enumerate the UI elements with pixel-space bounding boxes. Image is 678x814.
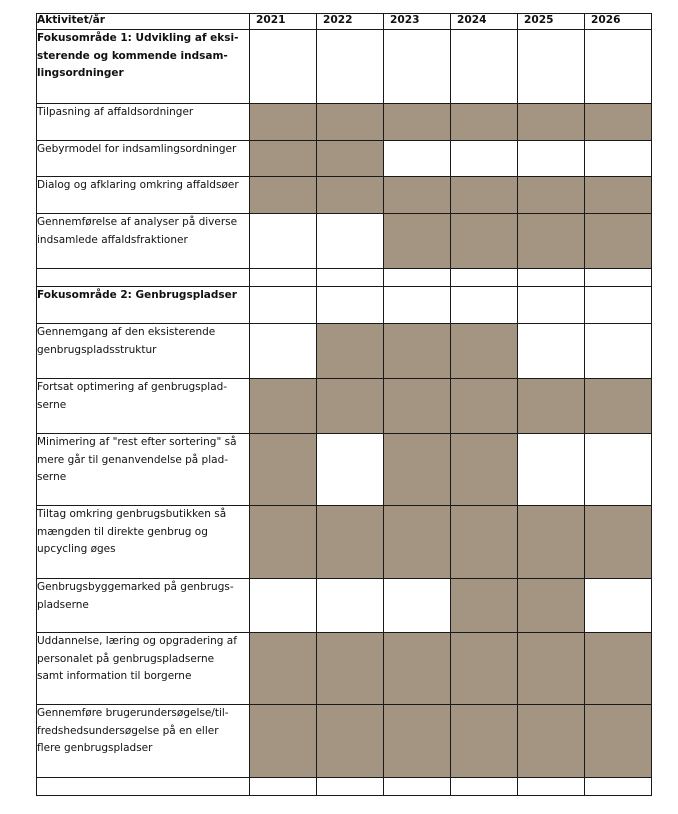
inactive-period-cell [317, 269, 384, 287]
active-period-cell [518, 379, 585, 434]
inactive-period-cell [250, 778, 317, 796]
active-period-cell [451, 177, 518, 214]
activity-label: Tiltag omkring genbrugsbutikken så mængden til direkte genbrug og upcycling øges [37, 506, 250, 579]
active-period-cell [451, 379, 518, 434]
active-period-cell [585, 104, 652, 141]
inactive-period-cell [250, 287, 317, 324]
activity-column-header: Aktivitet/år [37, 14, 250, 30]
active-period-cell [250, 506, 317, 579]
active-period-cell [250, 633, 317, 705]
inactive-period-cell [585, 30, 652, 104]
inactive-period-cell [250, 324, 317, 379]
activity-label: Gennemføre brugerundersøgelse/til- fredshedsundersøgelse på en eller flere genbrugspladser [37, 705, 250, 778]
active-period-cell [384, 633, 451, 705]
active-period-cell [585, 177, 652, 214]
activity-timeline-table [36, 13, 652, 796]
activity-row [37, 214, 652, 269]
active-period-cell [317, 705, 384, 778]
spacer-row [37, 269, 652, 287]
active-period-cell [585, 633, 652, 705]
active-period-cell [451, 506, 518, 579]
year-header: 2026 [585, 14, 652, 30]
inactive-period-cell [451, 141, 518, 177]
active-period-cell [518, 177, 585, 214]
activity-label: Fortsat optimering af genbrugsplad- serne [37, 379, 250, 434]
year-header: 2024 [451, 14, 518, 30]
inactive-period-cell [384, 269, 451, 287]
active-period-cell [384, 324, 451, 379]
focus-area-row [37, 287, 652, 324]
activity-row [37, 104, 652, 141]
header-row [37, 14, 652, 30]
active-period-cell [518, 506, 585, 579]
activity-label [37, 269, 250, 287]
active-period-cell [250, 379, 317, 434]
inactive-period-cell [451, 287, 518, 324]
active-period-cell [250, 434, 317, 506]
activity-row [37, 705, 652, 778]
inactive-period-cell [518, 269, 585, 287]
active-period-cell [317, 177, 384, 214]
active-period-cell [518, 633, 585, 705]
active-period-cell [384, 104, 451, 141]
inactive-period-cell [250, 30, 317, 104]
inactive-period-cell [317, 214, 384, 269]
inactive-period-cell [250, 214, 317, 269]
focus-area-title: Fokusområde 1: Udvikling af eksi- sterende og kommende indsam- lingsordninger [37, 30, 250, 104]
active-period-cell [518, 579, 585, 633]
active-period-cell [384, 379, 451, 434]
active-period-cell [585, 705, 652, 778]
focus-area-row [37, 30, 652, 104]
active-period-cell [518, 214, 585, 269]
active-period-cell [451, 633, 518, 705]
active-period-cell [317, 633, 384, 705]
inactive-period-cell [384, 30, 451, 104]
inactive-period-cell [585, 287, 652, 324]
active-period-cell [451, 434, 518, 506]
activity-row [37, 324, 652, 379]
year-header: 2022 [317, 14, 384, 30]
activity-label: Gennemførelse af analyser på diverse indsamlede affaldsfraktioner [37, 214, 250, 269]
active-period-cell [384, 705, 451, 778]
activity-row [37, 177, 652, 214]
active-period-cell [451, 104, 518, 141]
inactive-period-cell [317, 30, 384, 104]
inactive-period-cell [518, 141, 585, 177]
activity-label: Dialog og afklaring omkring affaldsøer [37, 177, 250, 214]
active-period-cell [250, 705, 317, 778]
active-period-cell [451, 579, 518, 633]
activity-label: Gennemgang af den eksisterende genbrugspladsstruktur [37, 324, 250, 379]
activity-label: Genbrugsbyggemarked på genbrugs- pladserne [37, 579, 250, 633]
year-header: 2025 [518, 14, 585, 30]
activity-label: Gebyrmodel for indsamlingsordninger [37, 141, 250, 177]
activity-label: Tilpasning af affaldsordninger [37, 104, 250, 141]
inactive-period-cell [384, 287, 451, 324]
inactive-period-cell [585, 778, 652, 796]
inactive-period-cell [518, 324, 585, 379]
inactive-period-cell [518, 30, 585, 104]
active-period-cell [317, 324, 384, 379]
activity-label [37, 778, 250, 796]
active-period-cell [384, 177, 451, 214]
active-period-cell [451, 214, 518, 269]
inactive-period-cell [317, 287, 384, 324]
spacer-row [37, 778, 652, 796]
inactive-period-cell [518, 434, 585, 506]
activity-row [37, 434, 652, 506]
focus-area-title: Fokusområde 2: Genbrugspladser [37, 287, 250, 324]
inactive-period-cell [317, 579, 384, 633]
active-period-cell [585, 379, 652, 434]
inactive-period-cell [585, 324, 652, 379]
inactive-period-cell [250, 269, 317, 287]
activity-row [37, 506, 652, 579]
active-period-cell [384, 506, 451, 579]
active-period-cell [317, 104, 384, 141]
inactive-period-cell [585, 269, 652, 287]
active-period-cell [585, 506, 652, 579]
active-period-cell [451, 705, 518, 778]
inactive-period-cell [518, 778, 585, 796]
inactive-period-cell [585, 434, 652, 506]
activity-row [37, 141, 652, 177]
inactive-period-cell [317, 434, 384, 506]
activity-row [37, 379, 652, 434]
year-header: 2023 [384, 14, 451, 30]
activity-row [37, 579, 652, 633]
active-period-cell [518, 705, 585, 778]
inactive-period-cell [250, 579, 317, 633]
inactive-period-cell [451, 269, 518, 287]
activity-row [37, 633, 652, 705]
active-period-cell [317, 379, 384, 434]
inactive-period-cell [317, 778, 384, 796]
active-period-cell [585, 214, 652, 269]
active-period-cell [250, 141, 317, 177]
active-period-cell [250, 177, 317, 214]
activity-label: Uddannelse, læring og opgradering af personalet på genbrugspladserne samt information til borgerne [37, 633, 250, 705]
active-period-cell [317, 506, 384, 579]
inactive-period-cell [384, 778, 451, 796]
inactive-period-cell [585, 141, 652, 177]
activity-label: Minimering af "rest efter sortering" så mere går til genanvendelse på plad- serne [37, 434, 250, 506]
active-period-cell [518, 104, 585, 141]
year-header: 2021 [250, 14, 317, 30]
active-period-cell [384, 434, 451, 506]
active-period-cell [451, 324, 518, 379]
inactive-period-cell [518, 287, 585, 324]
inactive-period-cell [585, 579, 652, 633]
active-period-cell [250, 104, 317, 141]
inactive-period-cell [384, 141, 451, 177]
inactive-period-cell [451, 30, 518, 104]
inactive-period-cell [384, 579, 451, 633]
inactive-period-cell [451, 778, 518, 796]
active-period-cell [384, 214, 451, 269]
active-period-cell [317, 141, 384, 177]
